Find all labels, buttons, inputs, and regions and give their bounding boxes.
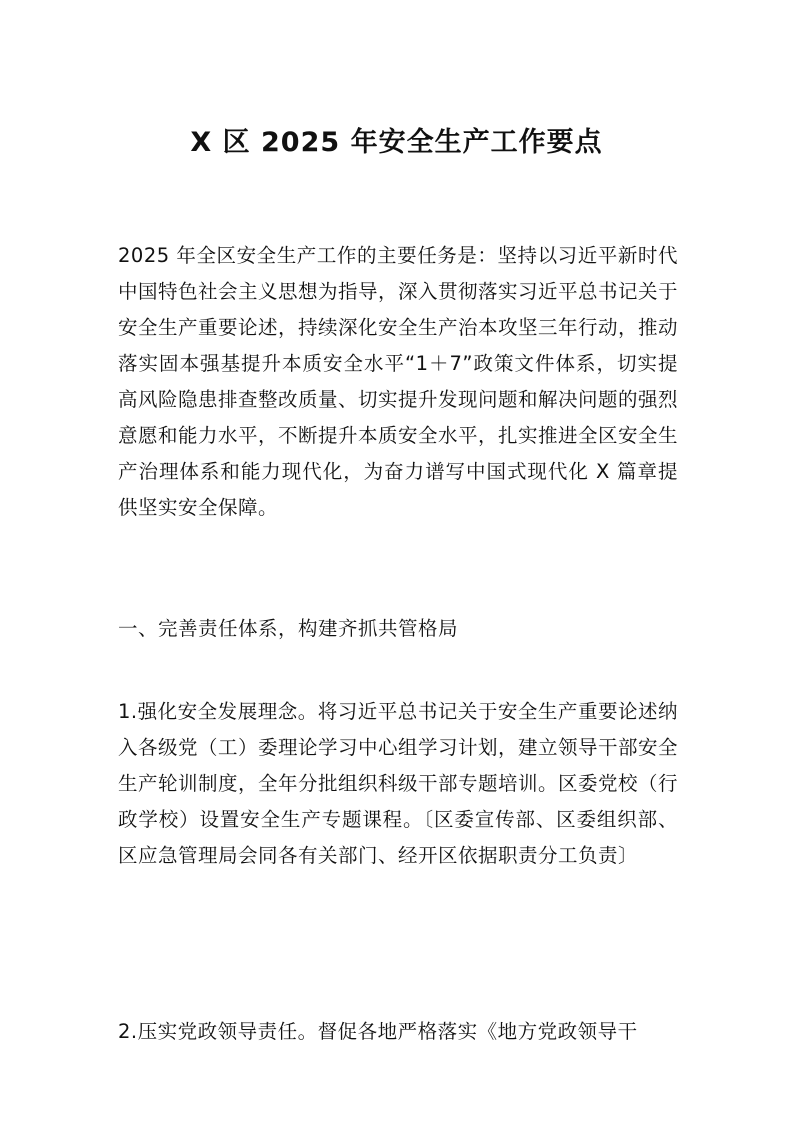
section-heading: 一、完善责任体系，构建齐抓共管格局 [118,617,459,640]
intro-paragraph: 2025 年全区安全生产工作的主要任务是：坚持以习近平新时代中国特色社会主义思想为指导，深入贯彻落实习近平总书记关于安全生产重要论述，持续深化安全生产治本攻坚三年行动，推动落实固本强基提升本质安全水平“1＋7”政策文件体系，切实提高风险隐患排查整改质量、切实提升发现问题和解决问题的强烈意愿和能力水平，不断提升本质安全水平，扎实推进全区安全生产治理体系和能力现代化，为奋力谱写中国式现代化 X 篇章提供坚实安全保障。 [118,244,679,519]
list-item-1: 1.强化安全发展理念。将习近平总书记关于安全生产重要论述纳入各级党（工）委理论学习中心组学习计划，建立领导干部安全生产轮训制度，全年分批组织科级干部专题培训。区委党校（行政学校）设置安全生产专题课程。〔区委宣传部、区委组织部、区应急管理局会同各有关部门、经开区依据职责分工负责〕 [118,700,679,867]
document-title: X 区 2025 年安全生产工作要点 [190,127,603,158]
list-item-2: 2.压实党政领导责任。督促各地严格落实《地方党政领导干 [118,1020,638,1043]
